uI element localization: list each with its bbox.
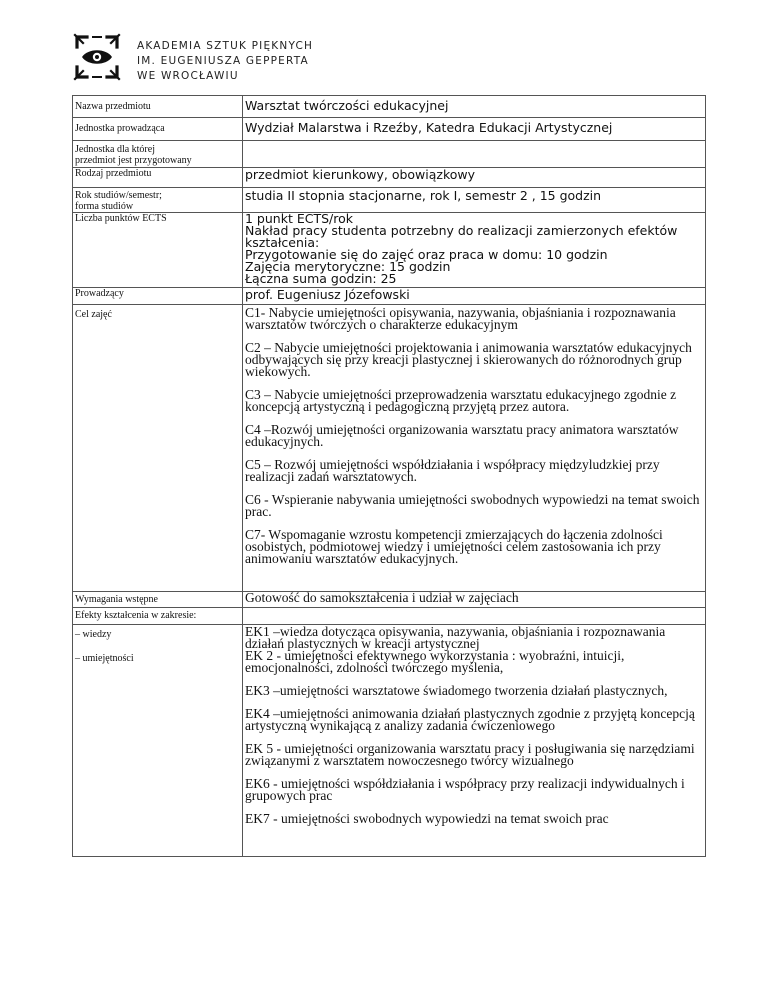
ects-line: Nakład pracy studenta potrzebny do realizacji zamierzonych efektów bbox=[245, 223, 678, 238]
outcome-item: EK7 - umiejętności swobodnych wypowiedzi na temat swoich prac bbox=[245, 811, 609, 826]
value-cel bbox=[243, 305, 706, 592]
value-rodzaj: przedmiot kierunkowy, obowiązkowy bbox=[243, 168, 706, 188]
row-nazwa bbox=[73, 96, 706, 118]
institution-name bbox=[137, 39, 313, 84]
label-rodzaj: Rodzaj przedmiotu bbox=[73, 168, 243, 188]
label-umiejetnosci: – umiejętności bbox=[75, 653, 134, 664]
ects-line: Zajęcia merytoryczne: 15 godzin bbox=[245, 259, 451, 274]
institution-line: IM. EUGENIUSZA GEPPERTA bbox=[137, 55, 309, 67]
ects-line: Przygotowanie się do zajęć oraz praca w domu: 10 godzin bbox=[245, 247, 608, 262]
outcome-item: EK 2 - umiejętności efektywnego wykorzystania : wyobraźni, intuicji, emocjonalności, zdolności twórczego myślenia, bbox=[245, 648, 625, 675]
label-wiedzy-umiejetnosci bbox=[73, 625, 243, 857]
syllabus-table bbox=[72, 95, 706, 857]
goal-item: C5 – Rozwój umiejętności współdziałania i współpracy międzyludzkiej przy realizacji zadań warsztatowych. bbox=[245, 457, 660, 484]
value-nazwa: Warsztat twórczości edukacyjnej bbox=[243, 96, 706, 118]
goal-item: C1- Nabycie umiejętności opisywania, nazywania, objaśniania i rozpoznawania warsztatów twórczych o charakterze edukacyjnym bbox=[245, 305, 676, 332]
label-jednostka-dla-ktorej bbox=[73, 141, 243, 168]
row-ects bbox=[73, 213, 706, 288]
ects-line: 1 punkt ECTS/rok bbox=[245, 211, 353, 226]
row-prowadzacy bbox=[73, 288, 706, 305]
value-efekty-lista bbox=[243, 625, 706, 857]
value-prowadzacy: prof. Eugeniusz Józefowski bbox=[243, 288, 706, 305]
row-cel bbox=[73, 305, 706, 592]
value-efekty bbox=[243, 608, 706, 625]
academy-logo bbox=[73, 33, 121, 81]
outcome-item: EK3 –umiejętności warsztatowe świadomego tworzenia działań plastycznych, bbox=[245, 683, 668, 698]
value-rok: studia II stopnia stacjonarne, rok I, semestr 2 , 15 godzin bbox=[243, 188, 706, 213]
ects-line: kształcenia: bbox=[245, 235, 320, 250]
value-jednostka: Wydział Malarstwa i Rzeźby, Katedra Edukacji Artystycznej bbox=[243, 118, 706, 141]
label-wymagania: Wymagania wstępne bbox=[73, 592, 243, 608]
goal-item: C6 - Wspieranie nabywania umiejętności swobodnych wypowiedzi na temat swoich prac. bbox=[245, 492, 700, 519]
goal-item: C7- Wspomaganie wzrostu kompetencji zmierzających do łączenia zdolności osobistych, podmiotowej wiedzy i umiejętności celem zastosowania ich przy animowaniu warsztatów edukacyjnych. bbox=[245, 527, 663, 566]
label-wiedzy: – wiedzy bbox=[75, 629, 112, 640]
goal-item: C3 – Nabycie umiejętności przeprowadzenia warsztatu edukacyjnego zgodnie z koncepcją artystyczną i pedagogiczną przyjętą przez autora. bbox=[245, 387, 677, 414]
row-rodzaj bbox=[73, 168, 706, 188]
row-rok bbox=[73, 188, 706, 213]
institution-line: WE WROCŁAWIU bbox=[137, 70, 239, 82]
value-jednostka-dla-ktorej bbox=[243, 141, 706, 168]
label-nazwa: Nazwa przedmiotu bbox=[73, 96, 243, 118]
row-efekty-lista bbox=[73, 625, 706, 857]
label-line: forma studiów bbox=[75, 201, 134, 212]
outcome-item: EK4 –umiejętności animowania działań plastycznych zgodnie z przyjętą koncepcją artystyczną wynikającą z analizy zadania ćwiczeniowego bbox=[245, 706, 695, 733]
goal-item: C2 – Nabycie umiejętności projektowania i animowania warsztatów edukacyjnych odbywających się przy kreacji plastycznej i skierowanych do różnorodnych grup wiekowych. bbox=[245, 340, 692, 379]
institution-line: AKADEMIA SZTUK PIĘKNYCH bbox=[137, 40, 314, 52]
label-line: Rok studiów/semestr; bbox=[75, 190, 162, 201]
label-efekty: Efekty kształcenia w zakresie: bbox=[73, 608, 243, 625]
value-wymagania: Gotowość do samokształcenia i udział w zajęciach bbox=[243, 592, 706, 608]
row-jednostka bbox=[73, 118, 706, 141]
row-efekty bbox=[73, 608, 706, 625]
label-cel: Cel zajęć bbox=[73, 305, 243, 592]
outcome-item: EK6 - umiejętności współdziałania i współpracy przy realizacji indywidualnych i grupowych prac bbox=[245, 776, 685, 803]
label-ects: Liczba punktów ECTS bbox=[73, 213, 243, 288]
label-prowadzacy: Prowadzący bbox=[73, 288, 243, 305]
label-line: przedmiot jest przygotowany bbox=[75, 155, 192, 166]
label-line: Jednostka dla której bbox=[75, 144, 155, 155]
goal-item: C4 –Rozwój umiejętności organizowania warsztatu pracy animatora warsztatów edukacyjnych. bbox=[245, 422, 679, 449]
row-wymagania bbox=[73, 592, 706, 608]
label-jednostka: Jednostka prowadząca bbox=[73, 118, 243, 141]
outcome-item: EK1 –wiedza dotycząca opisywania, nazywania, objaśniania i rozpoznawania działań plastycznych w kreacji artystycznej bbox=[245, 624, 666, 651]
value-ects bbox=[243, 213, 706, 288]
outcome-item: EK 5 - umiejętności organizowania warsztatu pracy i posługiwania się narzędziami związanymi z warsztatem nowoczesnego twórcy wizualnego bbox=[245, 741, 695, 768]
row-jednostka-dla-ktorej bbox=[73, 141, 706, 168]
ects-line: Łączna suma godzin: 25 bbox=[245, 271, 397, 286]
label-rok bbox=[73, 188, 243, 213]
